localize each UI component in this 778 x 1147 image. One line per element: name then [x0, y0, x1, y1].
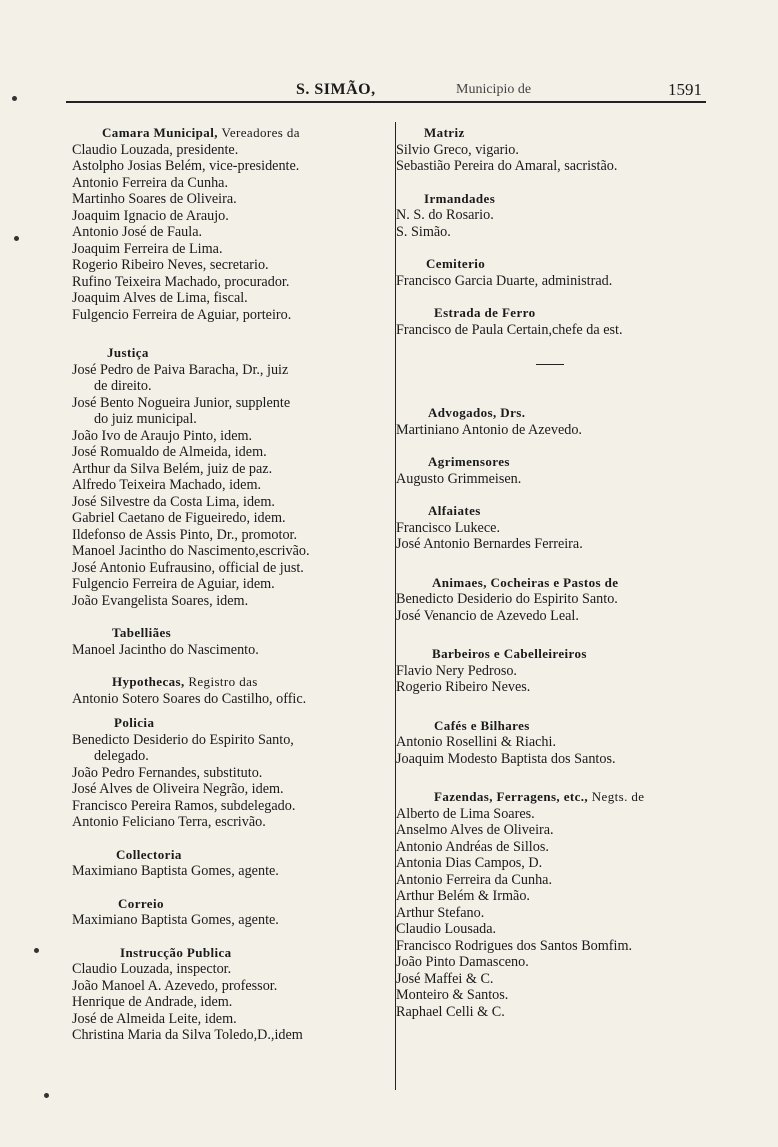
page-title: S. SIMÃO, — [296, 81, 376, 98]
list-item: Manoel Jacintho do Nascimento. — [72, 641, 259, 658]
list-item: José Antonio Eufrausino, official de just. — [72, 559, 304, 576]
list-item: João Ivo de Araujo Pinto, idem. — [72, 427, 253, 444]
list-item: Christina Maria da Silva Toledo,D.,idem — [72, 1027, 303, 1043]
section-agrimensores — [396, 454, 726, 487]
list-item: Antonio Sotero Soares do Castilho, offic. — [72, 690, 307, 707]
list-item: Augusto Grimmeisen. — [396, 470, 522, 487]
section-separator — [536, 364, 564, 365]
section-title-suffix: Registro das — [188, 674, 258, 689]
list-item: delegado. — [94, 748, 149, 764]
list-item: N. S. do Rosario. — [396, 207, 494, 223]
list-item: Monteiro & Santos. — [396, 987, 509, 1003]
section-collectoria — [72, 847, 394, 880]
section-title: Irmandades — [424, 190, 496, 206]
list-item: Joaquim Ferreira de Lima. — [72, 240, 223, 257]
list-item: Antonio José de Faula. — [72, 224, 203, 240]
section-title: Animaes, Cocheiras e Pastos de — [432, 574, 619, 590]
section-alfaiates — [396, 503, 726, 553]
list-item: João Evangelista Soares, idem. — [72, 592, 249, 609]
list-item: João Manoel A. Azevedo, professor. — [72, 977, 278, 994]
section-title: Estrada de Ferro — [434, 305, 536, 320]
section-title: Matriz — [424, 125, 465, 140]
page-subtitle: Municipio de — [456, 82, 532, 97]
section-title: Advogados, Drs. — [428, 405, 526, 420]
section-title: Collectoria — [116, 846, 182, 862]
section-title: Hypothecas, — [112, 674, 185, 689]
section-title: Cafés e Bilhares — [434, 717, 530, 733]
list-item: Joaquim Ignacio de Araujo. — [72, 207, 229, 224]
list-item: Flavio Nery Pedroso. — [396, 662, 517, 679]
list-item: Francisco Lukece. — [396, 519, 500, 536]
section-title: Tabelliães — [112, 625, 172, 640]
list-item: José Bento Nogueira Junior, supplente — [72, 394, 291, 411]
list-item: Arthur da Silva Belém, juiz de paz. — [72, 460, 273, 477]
left-column — [72, 125, 394, 1044]
list-item: Gabriel Caetano de Figueiredo, idem. — [72, 510, 286, 526]
list-item: Sebastião Pereira do Amaral, sacristão. — [396, 158, 618, 174]
list-item: Antonio Ferreira da Cunha. — [396, 871, 553, 888]
list-item: Fulgencio Ferreira de Aguiar, porteiro. — [72, 306, 292, 323]
list-item: Maximiano Baptista Gomes, agente. — [72, 863, 279, 879]
section-tabelliaes — [72, 625, 394, 658]
list-item: Benedicto Desiderio do Espirito Santo, — [72, 731, 294, 748]
list-item: Claudio Louzada, presidente. — [72, 141, 239, 158]
list-item: Alberto de Lima Soares. — [396, 805, 535, 822]
list-item: Antonia Dias Campos, D. — [396, 855, 543, 871]
list-item: Alfredo Teixeira Machado, idem. — [72, 477, 262, 493]
list-item: S. Simão. — [396, 223, 451, 240]
list-item: Francisco Rodrigues dos Santos Bomfim. — [396, 937, 633, 954]
list-item: Benedicto Desiderio do Espirito Santo. — [396, 591, 618, 607]
scan-speck — [14, 236, 19, 241]
section-title: Policia — [114, 715, 155, 730]
section-title: Instrucção Publica — [120, 944, 232, 960]
list-item: Claudio Louzada, inspector. — [72, 961, 232, 977]
section-title-suffix: Negts. de — [591, 789, 645, 804]
list-item: José Maffei & C. — [396, 970, 494, 987]
scan-speck — [44, 1093, 49, 1098]
list-item: Arthur Belém & Irmão. — [396, 888, 530, 904]
list-item: Joaquim Modesto Baptista dos Santos. — [396, 750, 616, 767]
list-item: João Pedro Fernandes, substituto. — [72, 764, 263, 781]
list-item: do juiz municipal. — [94, 411, 197, 427]
list-item: Anselmo Alves de Oliveira. — [396, 822, 554, 838]
list-item: Fulgencio Ferreira de Aguiar, idem. — [72, 576, 275, 592]
list-item: Martiniano Antonio de Azevedo. — [396, 421, 582, 438]
section-title: Agrimensores — [428, 454, 510, 469]
section-advogados — [396, 405, 726, 438]
section-fazendas — [396, 789, 726, 1020]
section-title: Justiça — [107, 345, 149, 360]
list-item: José Silvestre da Costa Lima, idem. — [72, 493, 275, 510]
list-item: Antonio Ferreira da Cunha. — [72, 174, 229, 191]
section-estrada-de-ferro — [396, 305, 726, 338]
section-justica — [72, 345, 394, 609]
section-title: Fazendas, Ferragens, etc., — [434, 789, 589, 804]
list-item: Francisco Garcia Duarte, administrad. — [396, 272, 613, 289]
list-item: Maximiano Baptista Gomes, agente. — [72, 912, 279, 928]
list-item: Claudio Lousada. — [396, 921, 497, 937]
list-item: Ildefonso de Assis Pinto, Dr., promotor. — [72, 526, 298, 543]
section-instruccao-publica — [72, 945, 394, 1044]
section-title: Camara Municipal, — [102, 125, 218, 140]
list-item: Rogerio Ribeiro Neves. — [396, 679, 531, 695]
section-camara-municipal — [72, 125, 394, 323]
list-item: José Pedro de Paiva Baracha, Dr., juiz — [72, 361, 289, 378]
section-cemiterio — [396, 256, 726, 289]
list-item: José Romualdo de Almeida, idem. — [72, 444, 267, 460]
section-animaes — [396, 575, 726, 625]
list-item: Martinho Soares de Oliveira. — [72, 191, 237, 207]
section-title: Correio — [118, 895, 164, 911]
list-item: Rufino Teixeira Machado, procurador. — [72, 273, 290, 290]
list-item: Henrique de Andrade, idem. — [72, 994, 233, 1010]
section-title: Alfaiates — [428, 503, 481, 518]
section-correio — [72, 896, 394, 929]
page-number: 1591 — [668, 80, 702, 99]
list-item: José de Almeida Leite, idem. — [72, 1010, 237, 1027]
list-item: Arthur Stefano. — [396, 904, 485, 921]
list-item: de direito. — [94, 378, 152, 394]
list-item: José Alves de Oliveira Negrão, idem. — [72, 781, 284, 797]
section-title: Barbeiros e Cabelleireiros — [432, 646, 587, 661]
section-hypothecas — [72, 674, 394, 707]
list-item: Raphael Celli & C. — [396, 1003, 505, 1020]
list-item: Antonio Feliciano Terra, escrivão. — [72, 814, 266, 830]
scan-speck — [12, 96, 17, 101]
right-column — [396, 125, 726, 1020]
list-item: Rogerio Ribeiro Neves, secretario. — [72, 257, 269, 273]
section-title-suffix: Vereadores da — [221, 125, 300, 140]
list-item: Francisco Pereira Ramos, subdelegado. — [72, 797, 296, 814]
list-item: José Venancio de Azevedo Leal. — [396, 607, 579, 624]
section-irmandades — [396, 191, 726, 241]
section-matriz — [396, 125, 726, 175]
section-policia — [72, 715, 394, 831]
list-item: Astolpho Josias Belém, vice-presidente. — [72, 158, 300, 174]
list-item: José Antonio Bernardes Ferreira. — [396, 536, 583, 552]
scan-speck — [34, 948, 39, 953]
list-item: Francisco de Paula Certain,chefe da est. — [396, 321, 623, 338]
list-item: João Pinto Damasceno. — [396, 954, 529, 970]
list-item: Silvio Greco, vigario. — [396, 141, 519, 158]
section-cafes — [396, 718, 726, 768]
list-item: Antonio Rosellini & Riachi. — [396, 734, 556, 750]
list-item: Joaquim Alves de Lima, fiscal. — [72, 290, 248, 306]
section-barbeiros — [396, 646, 726, 696]
section-title: Cemiterio — [426, 256, 486, 271]
list-item: Manoel Jacintho do Nascimento,escrivão. — [72, 543, 310, 559]
list-item: Antonio Andréas de Sillos. — [396, 838, 549, 855]
page-header — [66, 79, 706, 103]
